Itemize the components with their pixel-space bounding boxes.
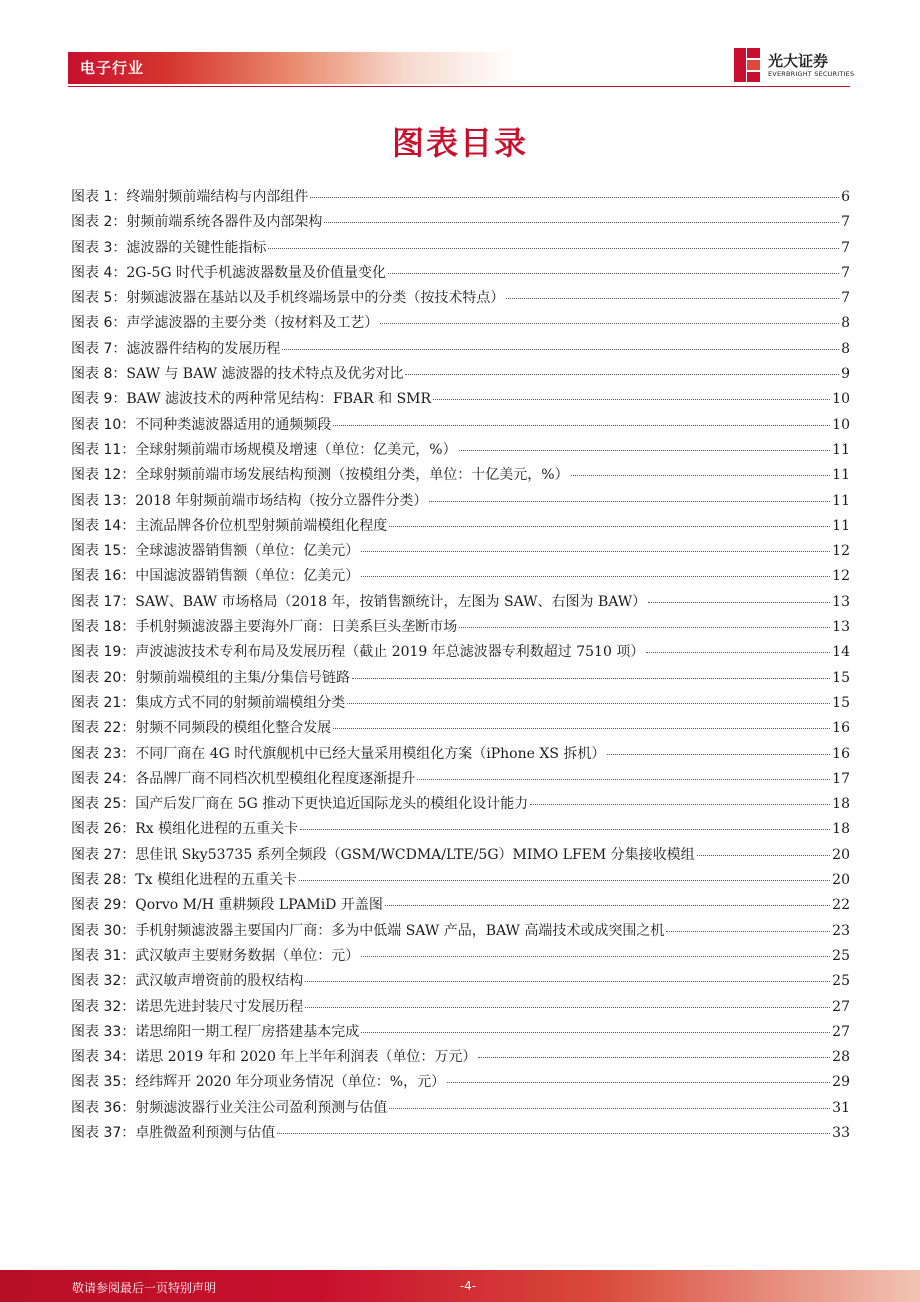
toc-page-number: 16	[832, 720, 850, 737]
toc-figure-title: 不同厂商在 4G 时代旗舰机中已经大量采用模组化方案（iPhone XS 拆机）	[135, 745, 606, 762]
toc-figure-label: 图表 18：	[71, 619, 136, 636]
toc-dot-leader	[282, 348, 839, 350]
toc-figure-label: 图表 10：	[71, 416, 136, 433]
toc-dot-leader	[361, 955, 830, 957]
toc-row[interactable]	[71, 1122, 850, 1147]
toc-figure-label: 图表 9：	[71, 391, 127, 408]
toc-row[interactable]	[71, 388, 850, 413]
toc-figure-label: 图表 12：	[71, 467, 136, 484]
toc-page-number: 27	[832, 998, 850, 1015]
toc-figure-label: 图表 11：	[71, 441, 136, 458]
toc-dot-leader	[571, 474, 831, 476]
toc-page-number: 10	[832, 416, 850, 433]
toc-page-number: 27	[832, 1023, 850, 1040]
toc-dot-leader	[324, 221, 839, 223]
toc-figure-label: 图表 13：	[71, 492, 136, 509]
toc-page-number: 7	[841, 239, 850, 256]
toc-figure-label: 图表 33：	[71, 1023, 136, 1040]
toc-dot-leader	[433, 398, 830, 400]
toc-figure-label: 图表 35：	[71, 1074, 136, 1091]
toc-figure-label: 图表 4：	[71, 264, 127, 281]
toc-dot-leader	[380, 322, 839, 324]
toc-figure-title: Tx 模组化进程的五重关卡	[135, 872, 297, 889]
toc-dot-leader	[352, 677, 830, 679]
toc-figure-title: 全球滤波器销售额（单位：亿美元）	[135, 543, 360, 560]
toc-figure-title: 卓胜微盈利预测与估值	[135, 1124, 276, 1141]
toc-figure-title: 声学滤波器的主要分类（按材料及工艺）	[126, 315, 379, 332]
toc-figure-label: 图表 16：	[71, 568, 136, 585]
toc-figure-label: 图表 1：	[71, 189, 127, 205]
toc-dot-leader	[385, 904, 830, 906]
toc-figure-label: 图表 27：	[71, 846, 136, 863]
toc-dot-leader	[459, 449, 831, 451]
toc-page-number: 20	[832, 846, 850, 863]
toc-figure-title: 2G-5G 时代手机滤波器数量及价值量变化	[126, 264, 386, 281]
toc-figure-title: 主流品牌各价位机型射频前端模组化程度	[135, 517, 388, 534]
toc-figure-title: 射频不同频段的模组化整合发展	[135, 720, 332, 737]
toc-page-number: 33	[832, 1124, 850, 1141]
toc-dot-leader	[361, 1031, 830, 1033]
toc-row[interactable]	[71, 1046, 850, 1071]
toc-page-number: 16	[832, 745, 850, 762]
toc-figure-title: 滤波器的关键性能指标	[126, 239, 267, 256]
toc-figure-title: 经纬辉开 2020 年分项业务情况（单位：%，元）	[135, 1074, 446, 1091]
toc-row[interactable]	[71, 869, 850, 894]
toc-figure-label: 图表 32：	[71, 998, 136, 1015]
toc-figure-label: 图表 20：	[71, 669, 136, 686]
toc-page-number: 22	[832, 897, 850, 914]
toc-dot-leader	[646, 651, 830, 653]
toc-figure-title: 集成方式不同的射频前端模组分类	[135, 694, 346, 711]
toc-figure-title: 终端射频前端结构与内部组件	[126, 189, 309, 205]
toc-dot-leader	[347, 702, 830, 704]
toc-row[interactable]	[71, 565, 850, 590]
toc-figure-title: 武汉敏声增资前的股权结构	[135, 973, 304, 990]
toc-row[interactable]	[71, 996, 850, 1021]
header-divider	[68, 86, 850, 87]
toc-figure-label: 图表 26：	[71, 821, 136, 838]
toc-page-number: 29	[832, 1074, 850, 1091]
toc-dot-leader	[459, 626, 830, 628]
toc-row[interactable]	[71, 591, 850, 616]
toc-dot-leader	[388, 272, 839, 274]
toc-dot-leader	[648, 601, 830, 603]
toc-figure-title: 诺思 2019 年和 2020 年上半年利润表（单位：万元）	[135, 1049, 477, 1066]
toc-dot-leader	[666, 930, 830, 932]
toc-figure-title: 滤波器件结构的发展历程	[126, 340, 281, 357]
toc-page-number: 25	[832, 947, 850, 964]
toc-row[interactable]	[71, 818, 850, 843]
toc-dot-leader	[268, 247, 839, 249]
toc-figure-title: 诺思绵阳一期工程厂房搭建基本完成	[135, 1023, 360, 1040]
toc-row[interactable]	[71, 464, 850, 489]
toc-dot-leader	[333, 727, 830, 729]
toc-row[interactable]	[71, 186, 850, 211]
toc-dot-leader	[361, 550, 830, 552]
toc-figure-label: 图表 32：	[71, 973, 136, 990]
toc-dot-leader	[299, 879, 830, 881]
everbright-logo	[734, 48, 854, 82]
toc-figure-title: 射频前端系统各器件及内部架构	[126, 214, 323, 231]
toc-row[interactable]	[71, 1071, 850, 1096]
toc-page-number: 13	[832, 619, 850, 636]
toc-figure-label: 图表 8：	[71, 366, 127, 383]
toc-page-number: 23	[832, 922, 850, 939]
toc-figure-title: 射频滤波器行业关注公司盈利预测与估值	[135, 1099, 388, 1116]
toc-page-number: 14	[832, 644, 850, 661]
toc-figure-title: 声波滤波技术专利布局及发展历程（截止 2019 年总滤波器专利数超过 7510 项）	[135, 644, 645, 661]
toc-figure-label: 图表 34：	[71, 1049, 136, 1066]
toc-page-number: 12	[832, 568, 850, 585]
toc-page-number: 7	[841, 214, 850, 231]
toc-row[interactable]	[71, 414, 850, 439]
toc-row[interactable]	[71, 743, 850, 768]
toc-dot-leader	[305, 1006, 830, 1008]
toc-figure-title: 中国滤波器销售额（单位：亿美元）	[135, 568, 360, 585]
toc-figure-title: 全球射频前端市场规模及增速（单位：亿美元，%）	[135, 441, 457, 458]
toc-row[interactable]	[71, 667, 850, 692]
toc-row[interactable]	[71, 439, 850, 464]
toc-row[interactable]	[71, 312, 850, 337]
toc-dot-leader	[417, 778, 830, 780]
toc-figure-label: 图表 14：	[71, 517, 136, 534]
toc-dot-leader	[447, 1081, 830, 1083]
toc-figure-title: 射频滤波器在基站以及手机终端场景中的分类（按技术特点）	[126, 290, 505, 307]
page-number: -4-	[459, 1279, 477, 1293]
toc-page-number: 6	[841, 189, 850, 205]
toc-page-number: 13	[832, 593, 850, 610]
toc-row[interactable]	[71, 515, 850, 540]
toc-dot-leader	[300, 828, 830, 830]
toc-row[interactable]	[71, 844, 850, 869]
toc-figure-title: 手机射频滤波器主要海外厂商：日美系巨头垄断市场	[135, 619, 458, 636]
toc-row[interactable]	[71, 338, 850, 363]
toc-figure-title: 不同种类滤波器适用的通频频段	[135, 416, 332, 433]
toc-page-number: 15	[832, 669, 850, 686]
toc-row[interactable]	[71, 1021, 850, 1046]
toc-page-number: 25	[832, 973, 850, 990]
toc-page-number: 12	[832, 543, 850, 560]
toc-figure-label: 图表 17：	[71, 593, 136, 610]
logo-name: 光大证券	[768, 52, 829, 70]
toc-row[interactable]	[71, 970, 850, 995]
toc-figure-title: 射频前端模组的主集/分集信号链路	[135, 669, 350, 686]
toc-figure-title: 思佳讯 Sky53735 系列全频段（GSM/WCDMA/LTE/5G）MIMO LFEM 分集接收模组	[135, 846, 695, 863]
toc-row[interactable]	[71, 945, 850, 970]
toc-dot-leader	[389, 525, 830, 527]
toc-page-number: 11	[832, 517, 850, 534]
toc-row[interactable]	[71, 616, 850, 641]
toc-figure-label: 图表 21：	[71, 694, 136, 711]
toc-figure-label: 图表 29：	[71, 897, 136, 914]
toc-figure-title: 全球射频前端市场发展结构预测（按模组分类，单位：十亿美元，%）	[135, 467, 569, 484]
toc-row[interactable]	[71, 920, 850, 945]
toc-row[interactable]	[71, 1097, 850, 1122]
toc-row[interactable]	[71, 768, 850, 793]
toc-figure-label: 图表 25：	[71, 796, 136, 813]
toc-figure-label: 图表 31：	[71, 947, 136, 964]
toc-figure-title: BAW 滤波技术的两种常见结构：FBAR 和 SMR	[126, 391, 432, 408]
toc-row[interactable]	[71, 641, 850, 666]
toc-figure-label: 图表 23：	[71, 745, 136, 762]
toc-page-number: 9	[841, 366, 850, 383]
toc-dot-leader	[310, 196, 839, 198]
toc-figure-label: 图表 37：	[71, 1124, 136, 1141]
toc-figure-title: 武汉敏声主要财务数据（单位：元）	[135, 947, 360, 964]
toc-dot-leader	[697, 854, 831, 856]
toc-figure-title: 手机射频滤波器主要国内厂商：多为中低端 SAW 产品，BAW 高端技术或成突围之机	[135, 922, 665, 939]
everbright-logo-icon	[734, 48, 760, 82]
toc-dot-leader	[506, 297, 839, 299]
toc-page-number: 8	[841, 340, 850, 357]
toc-figure-label: 图表 19：	[71, 644, 136, 661]
toc-figure-label: 图表 2：	[71, 214, 127, 231]
toc-dot-leader	[405, 373, 839, 375]
toc-figure-label: 图表 28：	[71, 872, 136, 889]
toc-dot-leader	[389, 1107, 830, 1109]
toc-row[interactable]	[71, 211, 850, 236]
toc-row[interactable]	[71, 262, 850, 287]
toc-dot-leader	[305, 980, 830, 982]
toc-figure-title: 2018 年射频前端市场结构（按分立器件分类）	[135, 492, 428, 509]
toc-row[interactable]	[71, 540, 850, 565]
toc-dot-leader	[277, 1132, 830, 1134]
toc-figure-label: 图表 5：	[71, 290, 127, 307]
toc-row[interactable]	[71, 894, 850, 919]
toc-dot-leader	[530, 803, 830, 805]
toc-dot-leader	[478, 1056, 830, 1058]
header-band	[68, 52, 628, 84]
footer-disclaimer: 敬请参阅最后一页特别声明	[72, 1281, 217, 1295]
toc-figure-title: SAW 与 BAW 滤波器的技术特点及优劣对比	[126, 366, 404, 383]
toc-page-number: 17	[832, 770, 850, 787]
toc-page-number: 10	[832, 391, 850, 408]
toc-row[interactable]	[71, 363, 850, 388]
toc-row[interactable]	[71, 692, 850, 717]
toc-page-number: 7	[841, 290, 850, 307]
page-title: 图表目录	[391, 124, 528, 162]
toc-figure-title: Qorvo M/H 重耕频段 LPAMiD 开盖图	[135, 897, 383, 914]
toc-figure-label: 图表 22：	[71, 720, 136, 737]
toc-row[interactable]	[71, 287, 850, 312]
toc-figure-title: 国产后发厂商在 5G 推动下更快追近国际龙头的模组化设计能力	[135, 796, 529, 813]
toc-dot-leader	[429, 500, 830, 502]
toc-row[interactable]	[71, 237, 850, 262]
toc-page-number: 20	[832, 872, 850, 889]
toc-figure-title: 各品牌厂商不同档次机型模组化程度逐渐提升	[135, 770, 416, 787]
toc-figure-label: 图表 24：	[71, 770, 136, 787]
toc-page-number: 11	[832, 467, 850, 484]
toc-figure-label: 图表 36：	[71, 1099, 136, 1116]
toc-figure-title: SAW、BAW 市场格局（2018 年，按销售额统计，左图为 SAW、右图为 BAW）	[135, 593, 647, 610]
toc-dot-leader	[607, 753, 830, 755]
toc-row[interactable]	[71, 717, 850, 742]
table-of-figures	[71, 186, 850, 1147]
toc-page-number: 31	[832, 1099, 850, 1116]
toc-figure-label: 图表 3：	[71, 239, 127, 256]
toc-figure-label: 图表 7：	[71, 340, 127, 357]
toc-dot-leader	[333, 424, 830, 426]
toc-row[interactable]	[71, 793, 850, 818]
toc-row[interactable]	[71, 490, 850, 515]
toc-page-number: 7	[841, 264, 850, 281]
logo-english: EVERBRIGHT SECURITIES	[768, 70, 855, 78]
toc-figure-title: 诺思先进封装尺寸发展历程	[135, 998, 304, 1015]
toc-page-number: 18	[832, 821, 850, 838]
toc-figure-title: Rx 模组化进程的五重关卡	[135, 821, 299, 838]
toc-page-number: 11	[832, 441, 850, 458]
section-label: 电子行业	[80, 59, 145, 77]
toc-page-number: 8	[841, 315, 850, 332]
toc-dot-leader	[361, 575, 830, 577]
toc-page-number: 28	[832, 1049, 850, 1066]
toc-page-number: 15	[832, 694, 850, 711]
toc-page-number: 18	[832, 796, 850, 813]
toc-figure-label: 图表 6：	[71, 315, 127, 332]
toc-figure-label: 图表 30：	[71, 922, 136, 939]
toc-figure-label: 图表 15：	[71, 543, 136, 560]
toc-page-number: 11	[832, 492, 850, 509]
